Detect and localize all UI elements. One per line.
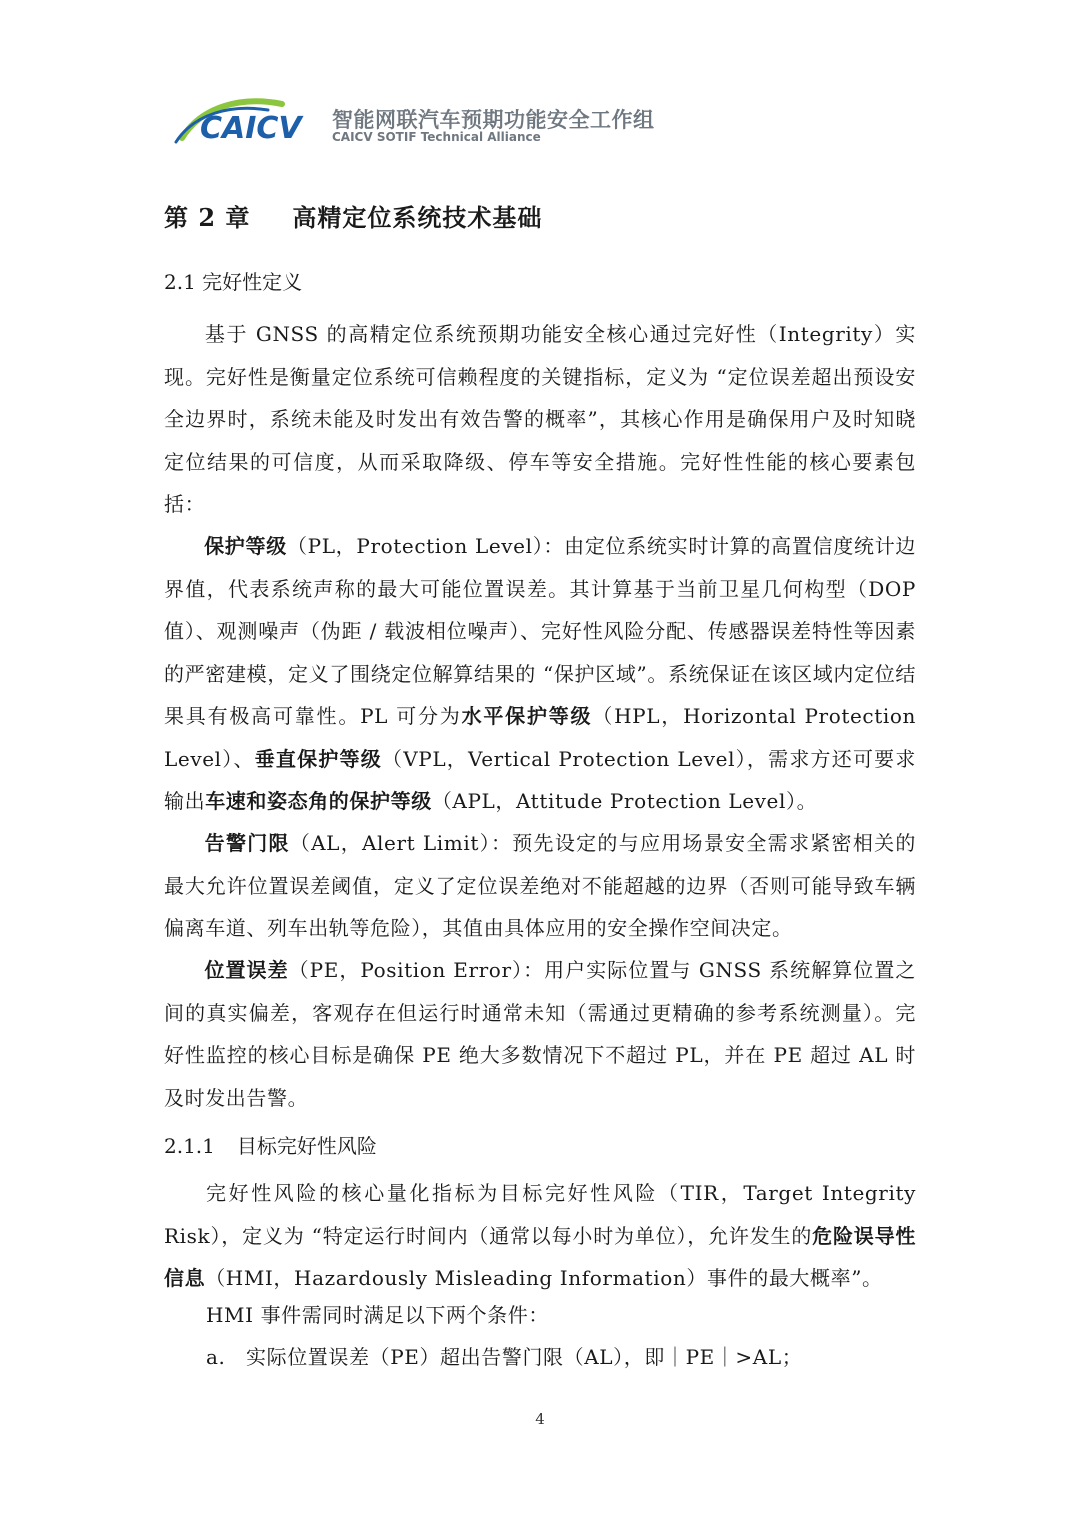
term-protection-level: 保护等级 bbox=[204, 534, 287, 558]
subsection-title: 目标完好性风险 bbox=[236, 1134, 377, 1158]
subsection-number: 2.1.1 bbox=[164, 1134, 215, 1158]
caicv-logo bbox=[172, 92, 322, 148]
paragraph-tir: 完好性风险的核心量化指标为目标完好性风险（TIR，Target Integrity Risk），定义为 “特定运行时间内（通常以每小时为单位），允许发生的危险误导性信息（HMI，Hazardously Misleading Information）事件的最大概率”。 bbox=[164, 1181, 916, 1290]
chapter-heading bbox=[164, 198, 542, 233]
paragraph-alert-limit: 告警门限（AL，Alert Limit）：预先设定的与应用场景安全需求紧密相关的最大允许位置误差阈值，定义了定位误差绝对不能超越的边界（否则可能导致车辆偏离车道、列车出轨等危险），其值由具体应用的安全操作空间决定。 bbox=[164, 831, 916, 940]
page-number: 4 bbox=[535, 1410, 545, 1428]
hmi-conditions-intro: HMI 事件需同时满足以下两个条件： bbox=[206, 1303, 549, 1327]
chapter-title: 高精定位系统技术基础 bbox=[292, 203, 543, 232]
subsection-heading bbox=[164, 1130, 377, 1159]
list-item-text: 实际位置误差（PE）超出告警门限（AL），即｜PE｜>AL； bbox=[246, 1345, 803, 1369]
term-hpl: 水平保护等级 bbox=[461, 704, 593, 728]
term-vpl: 垂直保护等级 bbox=[254, 746, 382, 771]
list-marker: a. bbox=[206, 1345, 226, 1369]
org-name-en: CAICV SOTIF Technical Alliance bbox=[332, 130, 541, 144]
org-name-cn: 智能网联汽车预期功能安全工作组 bbox=[332, 108, 655, 132]
header bbox=[172, 92, 672, 152]
paragraph-protection-level: 保护等级（PL，Protection Level）：由定位系统实时计算的高置信度统计边界值，代表系统声称的最大可能位置误差。其计算基于当前卫星几何构型（DOP 值）、观测噪声（伪距 / 载波相位噪声）、完好性风险分配、传感器误差特性等因素的严密建模，定义了围绕定位解算结果的 “保护区域”。系统保证在该区域内定位结果具有极高可靠性。PL 可分为水平保护等级（HPL，Horizontal Protection Level）、垂直保护等级（VPL，Vertical Protection Level），需求方还可要求输出车速和姿态角的保护等级（APL，Attitude Protection Level）。 bbox=[164, 534, 916, 813]
term-apl: 车速和姿态角的保护等级 bbox=[205, 789, 432, 813]
section-heading: 2.1 完好性定义 bbox=[164, 270, 303, 294]
term-alert-limit: 告警门限 bbox=[204, 831, 290, 855]
term-position-error: 位置误差 bbox=[204, 958, 289, 982]
paragraph-integrity-intro: 基于 GNSS 的高精定位系统预期功能安全核心通过完好性（Integrity）实现。完好性是衡量定位系统可信赖程度的关键指标，定义为 “定位误差超出预设安全边界时，系统未能及时发出有效告警的概率”，其核心作用是确保用户及时知晓定位结果的可信度，从而采取降级、停车等安全措施。完好性性能的核心要素包括： bbox=[164, 322, 916, 516]
term-hmi: 危险误导性信息 bbox=[164, 1223, 916, 1290]
svg-text:CAICV: CAICV bbox=[200, 111, 302, 146]
paragraph-position-error: 位置误差（PE，Position Error）：用户实际位置与 GNSS 系统解算位置之间的真实偏差，客观存在但运行时通常未知（需通过更精确的参考系统测量）。完好性监控的核心目标是确保 PE 绝大多数情况下不超过 PL，并在 PE 超过 AL 时及时发出告警。 bbox=[164, 958, 916, 1110]
chapter-number: 第 2 章 bbox=[164, 203, 251, 232]
list-item bbox=[206, 1341, 802, 1370]
